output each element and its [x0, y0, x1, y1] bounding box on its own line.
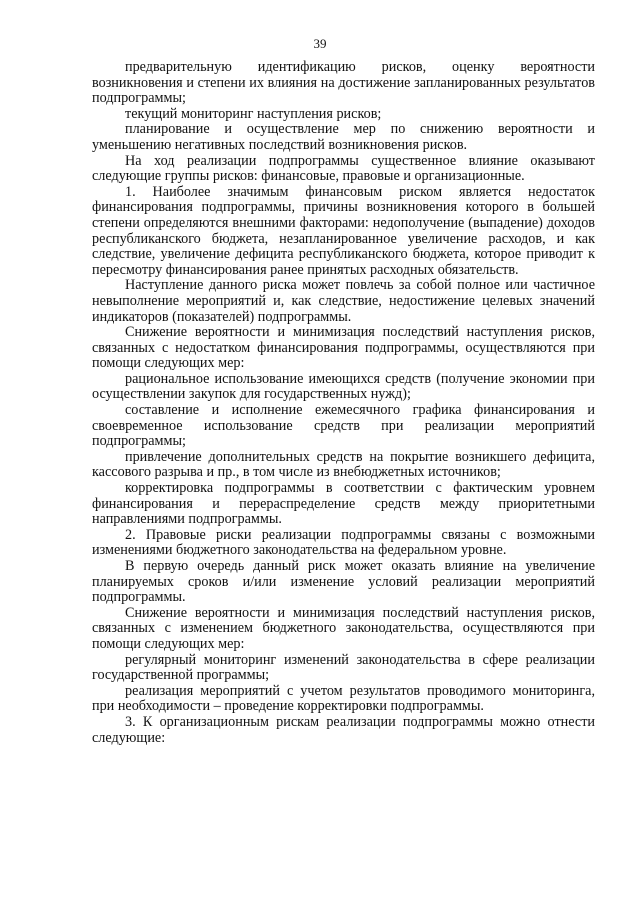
paragraph-measure-adjustment: корректировка подпрограммы в соответствии с фактическим уровнем финансирования и перераспределение средств между приоритетными направлениями подпрограммы. — [92, 480, 595, 528]
paragraph-risk-groups: На ход реализации подпрограммы существенное влияние оказывают следующие группы рисков: финансовые, правовые и организационные. — [92, 152, 595, 185]
paragraph-risk-identification: предварительную идентификацию рисков, оценку вероятности возникновения и степени их влияния на достижение запланированных результатов подпрограммы; — [92, 59, 595, 107]
paragraph-measure-implementation-adjustment: реализация мероприятий с учетом результатов проводимого мониторинга, при необходимости – проведение корректировки подпрограммы. — [92, 682, 595, 715]
paragraph-financial-risk-consequences: Наступление данного риска может повлечь за собой полное или частичное невыполнение мероприятий и, как следствие, недостижение целевых значений индикаторов (показателей) подпрограммы. — [92, 277, 595, 325]
paragraph-measure-monthly-schedule: составление и исполнение ежемесячного графика финансирования и своевременное использование средств при реализации мероприятий подпрограммы; — [92, 402, 595, 450]
document-body — [92, 60, 595, 746]
paragraph-legal-risk-impact: В первую очередь данный риск может оказать влияние на увеличение планируемых сроков и/или изменение условий реализации мероприятий подпрограммы. — [92, 558, 595, 606]
paragraph-risk-mitigation-planning: планирование и осуществление мер по снижению вероятности и уменьшению негативных последствий возникновения рисков. — [92, 121, 595, 153]
paragraph-financial-risk: 1. Наиболее значимым финансовым риском является недостаток финансирования подпрограммы, причины возникновения которого в большей степени определяются внешними факторами: недополучение (выпадение) доходов республиканского бюджета, незапланированное увеличение расходов, и как следствие, увеличение дефицита республиканского бюджета, которое приводит к пересмотру финансирования ранее принятых расходных обязательств. — [92, 183, 595, 278]
paragraph-measure-additional-funds: привлечение дополнительных средств на покрытие возникшего дефицита, кассового разрыва и пр., в том числе из внебюджетных источников; — [92, 448, 595, 481]
paragraph-risk-monitoring: текущий мониторинг наступления рисков; — [125, 105, 382, 122]
page-number: 39 — [313, 36, 327, 51]
paragraph-measure-legislation-monitoring: регулярный мониторинг изменений законодательства в сфере реализации государственной программы; — [92, 651, 595, 684]
paragraph-legal-risk-measures-intro: Снижение вероятности и минимизация последствий наступления рисков, связанных с изменением бюджетного законодательства, осуществляются при помощи следующих мер: — [92, 604, 595, 652]
paragraph-legal-risk: 2. Правовые риски реализации подпрограммы связаны с возможными изменениями бюджетного законодательства на федеральном уровне. — [92, 526, 595, 559]
paragraph-measure-rational-use: рациональное использование имеющихся средств (получение экономии при осуществлении закупок для государственных нужд); — [92, 370, 595, 403]
paragraph-financial-risk-measures-intro: Снижение вероятности и минимизация последствий наступления рисков, связанных с недостатком финансирования подпрограммы, осуществляются при помощи следующих мер: — [92, 324, 595, 372]
paragraph-organizational-risks: 3. К организационным рискам реализации подпрограммы можно отнести следующие: — [92, 713, 595, 746]
